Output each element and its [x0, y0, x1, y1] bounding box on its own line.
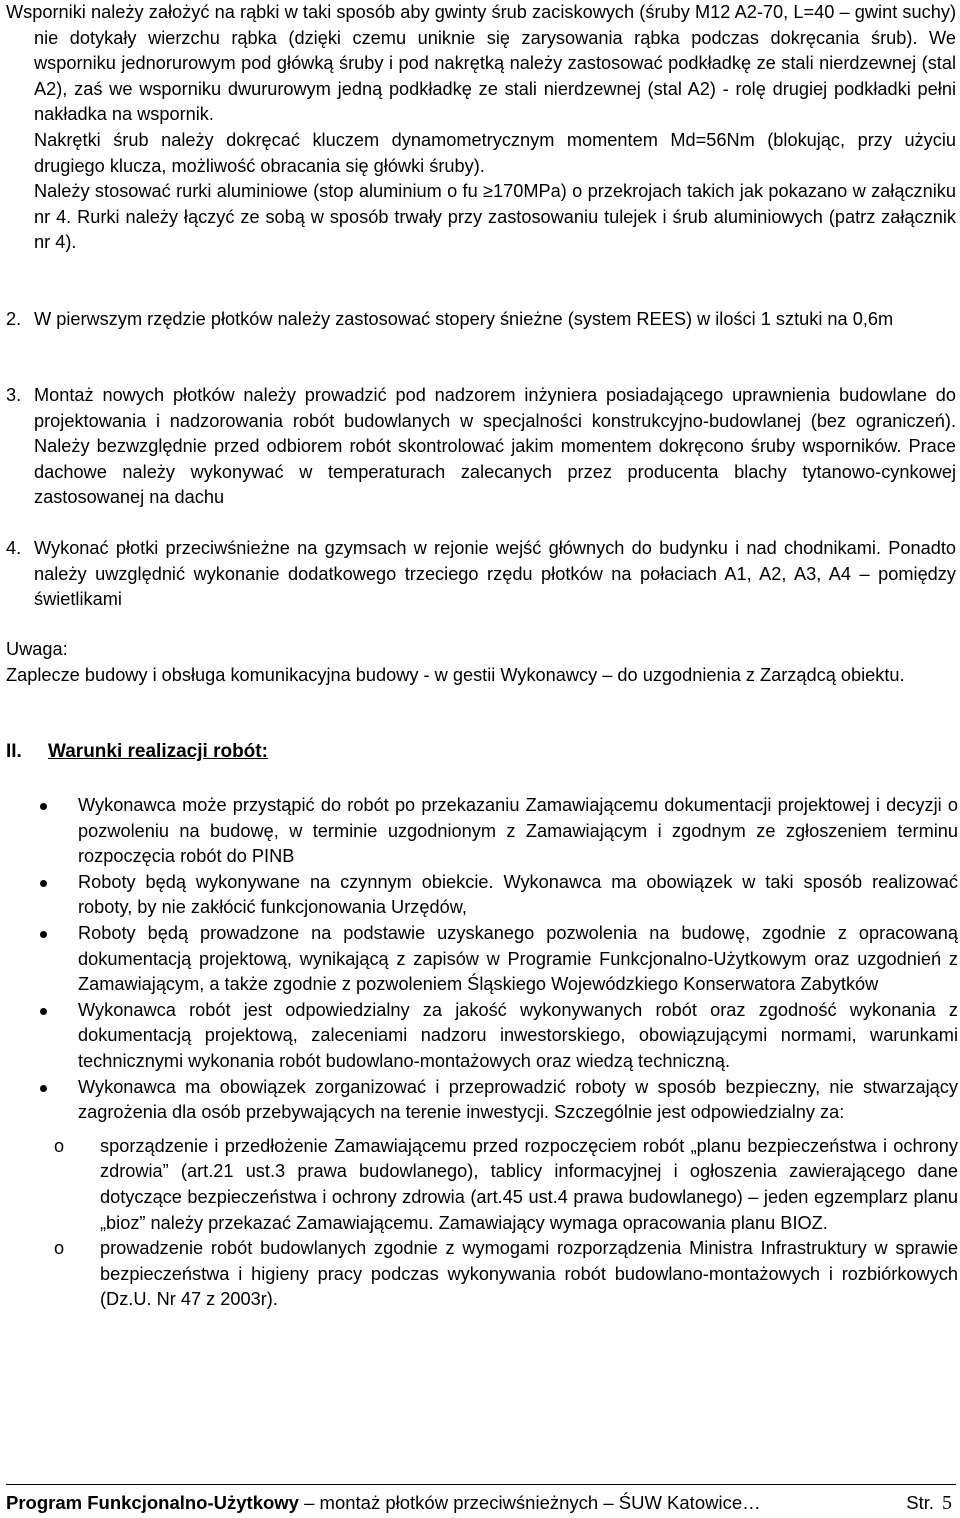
intro-paragraph-3: Należy stosować rurki aluminiowe (stop aluminium o fu ≥170MPa) o przekrojach takich jak pokazano w załączniku nr 4. Rurki należy łączyć ze sobą w sposób trwały przy zastosowaniu tulejek i śrub aluminiowych (patrz załącznik nr 4). — [34, 181, 956, 253]
numbered-item-4 — [6, 536, 956, 613]
list-item — [0, 1075, 958, 1313]
sub-list-item — [0, 1236, 958, 1313]
bullet-icon — [40, 931, 47, 938]
conditions-list — [0, 793, 958, 1313]
list-item-text: Wykonawca może przystąpić do robót po przekazaniu Zamawiającemu dokumentacji projektowej i decyzji o pozwoleniu na budowę, w terminie uzgodnionym z Zamawiającym i zgodnym ze zgłoszeniem terminu rozpoczęcia robót do PINB — [78, 795, 958, 867]
list-item-text: Roboty będą prowadzone na podstawie uzyskanego pozwolenia na budowę, zgodnie z opracowaną dokumentacją projektową, wynikającą z zapisów w Programie Funkcjonalno-Użytkowym oraz uzgodnień z Zamawiającym, a także zgodnie z pozwoleniem Śląskiego Wojewódzkiego Konserwatora Zabytków — [78, 922, 958, 995]
section-title: Warunki realizacji robót: — [48, 741, 268, 762]
page-number: 5 — [942, 1492, 952, 1514]
footer-divider — [6, 1484, 956, 1485]
sub-list-item-text: prowadzenie robót budowlanych zgodnie z wymogami rozporządzenia Ministra Infrastruktury w sprawie bezpieczeństwa i higieny pracy podczas wykonywania robót budowlano-montażowych i rozbiórkowych (Dz.U. Nr 47 z 2003r). — [100, 1238, 958, 1310]
page-number-block — [906, 1490, 952, 1517]
list-item-text: Roboty będą wykonywane na czynnym obiekcie. Wykonawca ma obowiązek w taki sposób realizować roboty, by nie zakłócić funkcjonowania Urzędów, — [78, 871, 958, 918]
circle-bullet-icon: o — [54, 1135, 65, 1156]
section-heading — [6, 739, 956, 765]
bullet-icon — [40, 1085, 47, 1092]
numbered-item-3 — [6, 383, 956, 511]
list-item-text: Wykonawca robót jest odpowiedzialny za jakość wykonywanych robót oraz zgodność wykonania z dokumentacją projektową, zaleceniami nadzoru inwestorskiego, obowiązującymi normami, warunkami technicznymi wykonania robót budowlano-montażowych oraz wiedzą techniczną. — [78, 999, 958, 1071]
page-label: Str. — [906, 1492, 934, 1513]
sub-list — [0, 1134, 958, 1313]
intro-paragraph-1: Wsporniki należy założyć na rąbki w taki sposób aby gwinty śrub zaciskowych (śruby M12 A2-70, L=40 – gwint suchy) nie dotykały wierzchu rąbka (dzięki czemu uniknie się zarysowania rąbka podczas dokręcania śrub). We wsporniku jednorurowym pod główką śruby i pod nakrętką należy zastosować podkładkę ze stali nierdzewnej (stal A2), zaś we wsporniku dwururowym jedną podkładkę ze stali nierdzewnej (stal A2) - rolę drugiej podkładki pełni nakładka na wspornik. — [6, 2, 956, 125]
footer-title-bold: Program Funkcjonalno-Użytkowy — [6, 1492, 299, 1513]
list-item — [0, 793, 958, 870]
item-text: Montaż nowych płotków należy prowadzić pod nadzorem inżyniera posiadającego uprawnienia budowlane do projektowania i nadzorowania robót budowlanych w specjalności konstrukcyjno-budowlanej (bez ograniczeń). Należy bezwzględnie przed odbiorem robót skontrolować jakim momentem dokręcono śruby wsporników. Prace dachowe należy wykonywać w temperaturach zalecanych przez producenta blachy tytanowo-cynkowej zastosowanej na dachu — [34, 385, 956, 508]
item-number: 4. — [6, 538, 22, 558]
bullet-icon — [40, 803, 47, 810]
list-item — [0, 921, 958, 998]
item-number: 3. — [6, 385, 22, 405]
item-text: W pierwszym rzędzie płotków należy zastosować stopery śnieżne (system REES) w ilości 1 sztuki na 0,6m — [34, 309, 894, 329]
intro-section — [6, 0, 956, 256]
numbered-item-2 — [6, 307, 956, 333]
section-roman-numeral: II. — [6, 741, 22, 762]
intro-paragraph-2: Nakrętki śrub należy dokręcać kluczem dynamometrycznym momentem Md=56Nm (blokując, przy użyciu drugiego klucza, możliwość obracania się główki śruby). — [34, 129, 956, 176]
list-item — [0, 998, 958, 1075]
item-text: Wykonać płotki przeciwśnieżne na gzymsach w rejonie wejść głównych do budynku i nad chodnikami. Ponadto należy uwzględnić wykonanie dodatkowego trzeciego rzędu płotków na połaciach A1, A2, A3, A4 – pomiędzy świetlikami — [34, 538, 956, 610]
list-item-text: Wykonawca ma obowiązek zorganizować i przeprowadzić roboty w sposób bezpieczny, nie stwarzający zagrożenia dla osób przebywających na terenie inwestycji. Szczególnie jest odpowiedzialny za: — [78, 1076, 958, 1123]
list-item — [0, 870, 958, 921]
item-number: 2. — [6, 309, 22, 329]
note-text: Zaplecze budowy i obsługa komunikacyjna budowy - w gestii Wykonawcy – do uzgodnienia z Zarządcą obiektu. — [6, 664, 905, 685]
circle-bullet-icon: o — [54, 1238, 65, 1259]
bullet-icon — [40, 1008, 47, 1015]
sub-list-item-text: sporządzenie i przedłożenie Zamawiającemu przed rozpoczęciem robót „planu bezpieczeństwa i ochrony zdrowia” (art.21 ust.3 prawa budowlanego), tablicy informacyjnej i ogłoszenia zawierającego dane dotyczące bezpieczeństwa i ochrony zdrowia (art.45 ust.4 prawa budowlanego) – jeden egzemplarz planu „bioz” należy przekazać Zamawiającemu. Zamawiający wymaga opracowania planu BIOZ. — [100, 1135, 958, 1233]
bullet-icon — [40, 880, 47, 887]
sub-list-item — [0, 1134, 958, 1236]
page-footer — [6, 1490, 956, 1516]
note-label: Uwaga: — [6, 639, 68, 659]
footer-title-rest: – montaż płotków przeciwśnieżnych – ŚUW Katowice… — [298, 1492, 761, 1513]
note-section — [6, 637, 956, 688]
